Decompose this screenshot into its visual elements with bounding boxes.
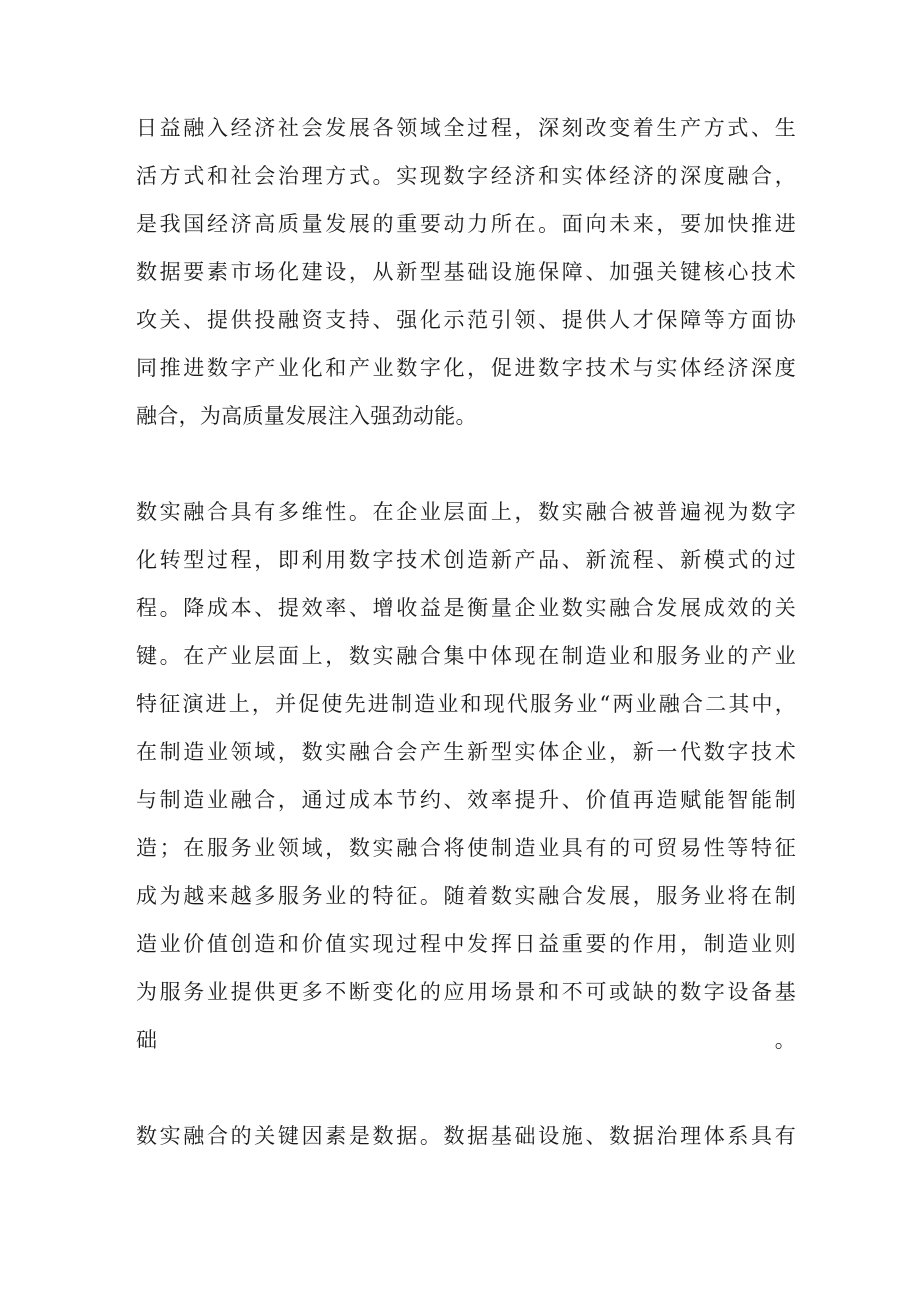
text-line: 数实融合的关键因素是数据。数据基础设施、数据治理体系具有 <box>136 1124 796 1148</box>
paragraph-2 <box>136 488 796 1112</box>
text-line: 为服务业提供更多不断变化的应用场景和不可或缺的数字设备基 <box>136 980 796 1004</box>
text-line: 键。在产业层面上，数实融合集中体现在制造业和服务业的产业 <box>136 644 796 668</box>
text-line: 础。 <box>136 1028 796 1052</box>
paragraph-3 <box>136 1112 796 1160</box>
text-line: 造业价值创造和价值实现过程中发挥日益重要的作用，制造业则 <box>136 932 796 956</box>
text-line: 同推进数字产业化和产业数字化，促进数字技术与实体经济深度 <box>136 356 796 380</box>
text-line: 程。降成本、提效率、增收益是衡量企业数实融合发展成效的关 <box>136 596 796 620</box>
text-line <box>136 1064 796 1112</box>
text-line: 成为越来越多服务业的特征。随着数实融合发展，服务业将在制 <box>136 884 796 908</box>
text-line: 数实融合具有多维性。在企业层面上，数实融合被普遍视为数字 <box>136 500 796 524</box>
text-line: 活方式和社会治理方式。实现数字经济和实体经济的深度融合， <box>136 164 796 188</box>
text-line: 在制造业领域，数实融合会产生新型实体企业，新一代数字技术 <box>136 740 796 764</box>
text-line: 融合，为高质量发展注入强劲动能。 <box>136 404 477 428</box>
text-line: 特征演进上，并促使先进制造业和现代服务业“两业融合二其中， <box>136 692 796 716</box>
paragraph-1 <box>136 104 796 440</box>
text-line: 日益融入经济社会发展各领域全过程，深刻改变着生产方式、生 <box>136 116 796 140</box>
text-line: 造；在服务业领域，数实融合将使制造业具有的可贸易性等特征 <box>136 836 796 860</box>
text-line: 是我国经济高质量发展的重要动力所在。面向未来，要加快推进 <box>136 212 796 236</box>
text-line: 化转型过程，即利用数字技术创造新产品、新流程、新模式的过 <box>136 548 796 572</box>
text-line: 数据要素市场化建设，从新型基础设施保障、加强关键核心技术 <box>136 260 796 284</box>
text-line: 攻关、提供投融资支持、强化示范引领、提供人才保障等方面协 <box>136 308 796 332</box>
text-line: 与制造业融合，通过成本节约、效率提升、价值再造赋能智能制 <box>136 788 796 812</box>
